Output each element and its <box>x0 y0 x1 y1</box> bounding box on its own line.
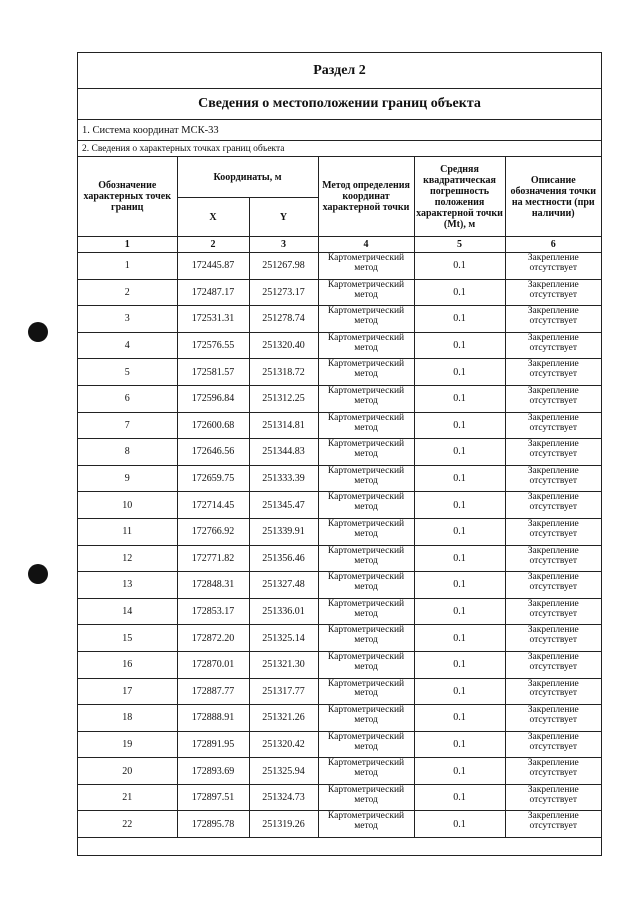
coord-y: 251267.98 <box>249 253 318 280</box>
table-row <box>78 492 601 519</box>
description-cell: Закрепление отсутствует <box>505 651 601 678</box>
error-cell: 0.1 <box>414 332 505 359</box>
error-cell: 0.1 <box>414 465 505 492</box>
description-cell: Закрепление отсутствует <box>505 279 601 306</box>
point-number: 10 <box>78 492 177 519</box>
point-number: 17 <box>78 678 177 705</box>
method-cell: Картометрический метод <box>318 811 414 838</box>
point-number: 15 <box>78 625 177 652</box>
binder-hole <box>28 322 48 342</box>
method-cell: Картометрический метод <box>318 651 414 678</box>
coord-x: 172887.77 <box>177 678 249 705</box>
point-number: 4 <box>78 332 177 359</box>
coord-y: 251320.42 <box>249 731 318 758</box>
description-cell: Закрепление отсутствует <box>505 253 601 280</box>
coord-x: 172646.56 <box>177 439 249 466</box>
boundary-points-table <box>78 157 601 838</box>
error-cell: 0.1 <box>414 306 505 333</box>
coord-y: 251345.47 <box>249 492 318 519</box>
coord-x: 172895.78 <box>177 811 249 838</box>
coord-x: 172531.31 <box>177 306 249 333</box>
coord-x: 172848.31 <box>177 572 249 599</box>
document-title: Сведения о местоположении границ объекта <box>78 89 601 120</box>
table-row <box>78 811 601 838</box>
coord-y: 251314.81 <box>249 412 318 439</box>
coord-y: 251333.39 <box>249 465 318 492</box>
coord-y: 251320.40 <box>249 332 318 359</box>
point-number: 11 <box>78 518 177 545</box>
method-cell: Картометрический метод <box>318 439 414 466</box>
section-title: Раздел 2 <box>78 53 601 89</box>
error-cell: 0.1 <box>414 253 505 280</box>
coord-y: 251273.17 <box>249 279 318 306</box>
column-number: 4 <box>318 237 414 253</box>
point-number: 22 <box>78 811 177 838</box>
error-cell: 0.1 <box>414 385 505 412</box>
coord-y: 251312.25 <box>249 385 318 412</box>
point-number: 5 <box>78 359 177 386</box>
error-cell: 0.1 <box>414 651 505 678</box>
table-row <box>78 439 601 466</box>
error-cell: 0.1 <box>414 731 505 758</box>
description-cell: Закрепление отсутствует <box>505 598 601 625</box>
error-cell: 0.1 <box>414 572 505 599</box>
coord-x: 172853.17 <box>177 598 249 625</box>
column-number: 3 <box>249 237 318 253</box>
coord-x: 172870.01 <box>177 651 249 678</box>
coord-x: 172714.45 <box>177 492 249 519</box>
method-cell: Картометрический метод <box>318 385 414 412</box>
table-row <box>78 784 601 811</box>
coord-y: 251325.14 <box>249 625 318 652</box>
point-number: 20 <box>78 758 177 785</box>
table-row <box>78 253 601 280</box>
coord-x: 172576.55 <box>177 332 249 359</box>
document-sheet <box>77 52 602 856</box>
method-cell: Картометрический метод <box>318 678 414 705</box>
table-row <box>78 651 601 678</box>
coord-y: 251336.01 <box>249 598 318 625</box>
point-number: 16 <box>78 651 177 678</box>
method-cell: Картометрический метод <box>318 705 414 732</box>
coord-y: 251318.72 <box>249 359 318 386</box>
table-row <box>78 518 601 545</box>
error-cell: 0.1 <box>414 598 505 625</box>
header-coordinates: Координаты, м <box>177 157 318 198</box>
description-cell: Закрепление отсутствует <box>505 385 601 412</box>
table-row <box>78 731 601 758</box>
description-cell: Закрепление отсутствует <box>505 625 601 652</box>
method-cell: Картометрический метод <box>318 412 414 439</box>
description-cell: Закрепление отсутствует <box>505 439 601 466</box>
table-row <box>78 385 601 412</box>
header-description: Описание обозначения точки на местности (при наличии) <box>505 157 601 237</box>
error-cell: 0.1 <box>414 758 505 785</box>
method-cell: Картометрический метод <box>318 625 414 652</box>
table-row <box>78 678 601 705</box>
coord-x: 172766.92 <box>177 518 249 545</box>
coord-x: 172891.95 <box>177 731 249 758</box>
description-cell: Закрепление отсутствует <box>505 492 601 519</box>
error-cell: 0.1 <box>414 784 505 811</box>
coord-x: 172445.87 <box>177 253 249 280</box>
method-cell: Картометрический метод <box>318 572 414 599</box>
method-cell: Картометрический метод <box>318 598 414 625</box>
table-row <box>78 545 601 572</box>
header-y: Y <box>249 198 318 237</box>
description-cell: Закрепление отсутствует <box>505 545 601 572</box>
coord-x: 172888.91 <box>177 705 249 732</box>
method-cell: Картометрический метод <box>318 306 414 333</box>
header-designation: Обозначение характерных точек границ <box>78 157 177 237</box>
point-number: 3 <box>78 306 177 333</box>
coord-y: 251327.48 <box>249 572 318 599</box>
coord-x: 172596.84 <box>177 385 249 412</box>
coord-x: 172872.20 <box>177 625 249 652</box>
coord-y: 251317.77 <box>249 678 318 705</box>
method-cell: Картометрический метод <box>318 253 414 280</box>
method-cell: Картометрический метод <box>318 359 414 386</box>
coord-x: 172897.51 <box>177 784 249 811</box>
description-cell: Закрепление отсутствует <box>505 359 601 386</box>
coord-x: 172771.82 <box>177 545 249 572</box>
error-cell: 0.1 <box>414 439 505 466</box>
table-row <box>78 625 601 652</box>
error-cell: 0.1 <box>414 545 505 572</box>
coord-x: 172600.68 <box>177 412 249 439</box>
coord-y: 251278.74 <box>249 306 318 333</box>
error-cell: 0.1 <box>414 811 505 838</box>
description-cell: Закрепление отсутствует <box>505 412 601 439</box>
points-heading: 2. Сведения о характерных точках границ объекта <box>78 141 601 157</box>
coord-y: 251324.73 <box>249 784 318 811</box>
description-cell: Закрепление отсутствует <box>505 678 601 705</box>
point-number: 21 <box>78 784 177 811</box>
error-cell: 0.1 <box>414 412 505 439</box>
column-number: 5 <box>414 237 505 253</box>
error-cell: 0.1 <box>414 678 505 705</box>
coord-x: 172581.57 <box>177 359 249 386</box>
point-number: 9 <box>78 465 177 492</box>
point-number: 19 <box>78 731 177 758</box>
table-row <box>78 705 601 732</box>
description-cell: Закрепление отсутствует <box>505 731 601 758</box>
method-cell: Картометрический метод <box>318 784 414 811</box>
error-cell: 0.1 <box>414 705 505 732</box>
point-number: 12 <box>78 545 177 572</box>
column-number: 6 <box>505 237 601 253</box>
error-cell: 0.1 <box>414 625 505 652</box>
point-number: 14 <box>78 598 177 625</box>
binder-hole <box>28 564 48 584</box>
description-cell: Закрепление отсутствует <box>505 332 601 359</box>
table-row <box>78 306 601 333</box>
method-cell: Картометрический метод <box>318 279 414 306</box>
description-cell: Закрепление отсутствует <box>505 784 601 811</box>
point-number: 2 <box>78 279 177 306</box>
coord-y: 251339.91 <box>249 518 318 545</box>
point-number: 7 <box>78 412 177 439</box>
description-cell: Закрепление отсутствует <box>505 572 601 599</box>
coord-y: 251321.30 <box>249 651 318 678</box>
method-cell: Картометрический метод <box>318 518 414 545</box>
table-row <box>78 412 601 439</box>
table-row <box>78 598 601 625</box>
table-row <box>78 465 601 492</box>
coord-x: 172893.69 <box>177 758 249 785</box>
method-cell: Картометрический метод <box>318 731 414 758</box>
coord-x: 172659.75 <box>177 465 249 492</box>
point-number: 1 <box>78 253 177 280</box>
description-cell: Закрепление отсутствует <box>505 465 601 492</box>
table-row <box>78 359 601 386</box>
table-row <box>78 279 601 306</box>
header-method: Метод определения координат характерной точки <box>318 157 414 237</box>
point-number: 6 <box>78 385 177 412</box>
error-cell: 0.1 <box>414 518 505 545</box>
header-x: X <box>177 198 249 237</box>
description-cell: Закрепление отсутствует <box>505 306 601 333</box>
description-cell: Закрепление отсутствует <box>505 705 601 732</box>
description-cell: Закрепление отсутствует <box>505 811 601 838</box>
header-error: Средняя квадратическая погрешность положения характерной точки (Mt), м <box>414 157 505 237</box>
method-cell: Картометрический метод <box>318 492 414 519</box>
coord-y: 251344.83 <box>249 439 318 466</box>
method-cell: Картометрический метод <box>318 545 414 572</box>
method-cell: Картометрический метод <box>318 332 414 359</box>
table-row <box>78 758 601 785</box>
error-cell: 0.1 <box>414 492 505 519</box>
error-cell: 0.1 <box>414 279 505 306</box>
coord-y: 251319.26 <box>249 811 318 838</box>
method-cell: Картометрический метод <box>318 465 414 492</box>
method-cell: Картометрический метод <box>318 758 414 785</box>
point-number: 18 <box>78 705 177 732</box>
coord-y: 251321.26 <box>249 705 318 732</box>
description-cell: Закрепление отсутствует <box>505 758 601 785</box>
table-row <box>78 332 601 359</box>
column-number: 1 <box>78 237 177 253</box>
description-cell: Закрепление отсутствует <box>505 518 601 545</box>
coord-x: 172487.17 <box>177 279 249 306</box>
table-row <box>78 572 601 599</box>
point-number: 13 <box>78 572 177 599</box>
coord-y: 251356.46 <box>249 545 318 572</box>
table-footer-space <box>78 838 601 855</box>
column-number: 2 <box>177 237 249 253</box>
point-number: 8 <box>78 439 177 466</box>
coordinate-system: 1. Система координат МСК-33 <box>78 120 601 141</box>
coord-y: 251325.94 <box>249 758 318 785</box>
error-cell: 0.1 <box>414 359 505 386</box>
